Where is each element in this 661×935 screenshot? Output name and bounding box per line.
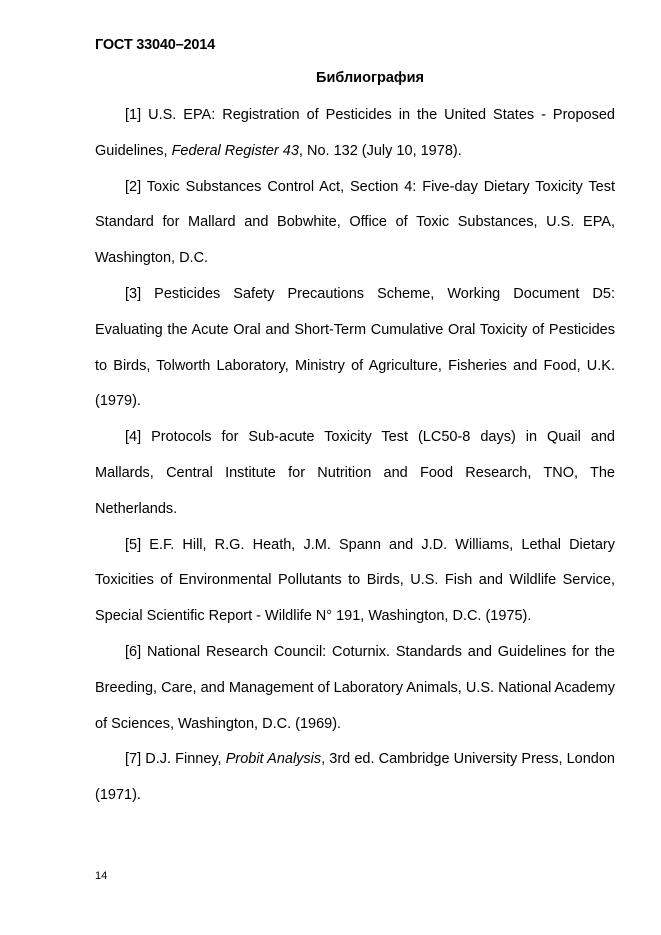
reference-text: U.S. EPA: Registration of Pesticides in the United States - Proposed Guidelines, <box>95 107 615 159</box>
reference-text: E.F. Hill, R.G. Heath, J.M. Spann and J.D. Williams, Lethal Dietary Toxicities of Environmental Pollutants to Birds, U.S. Fish and Wildlife Service, Special Scientific Report - Wildlife N° 191, Washington, D.C. (1975). <box>95 536 615 625</box>
reference-item <box>95 170 615 277</box>
reference-text-tail: , No. 132 (July 10, 1978). <box>298 142 462 159</box>
page-number: 14 <box>95 870 108 882</box>
reference-item <box>95 420 615 527</box>
section-title: Библиография <box>316 70 424 86</box>
reference-number: [4] <box>125 429 142 446</box>
reference-text-tail: , 3rd ed. Cambridge University Press, London (1971). <box>95 751 615 804</box>
bibliography-list <box>95 98 615 814</box>
reference-text: Protocols for Sub-acute Toxicity Test (LC50-8 days) in Quail and Mallards, Central Institute for Nutrition and Food Research, TNO, The Netherlands. <box>95 429 615 517</box>
reference-text: D.J. Finney, <box>141 751 226 768</box>
reference-number: [6] <box>125 643 142 660</box>
reference-text: National Research Council: Coturnix. Standards and Guidelines for the Breeding, Care, and Management of Laboratory Animals, U.S. National Academy of Sciences, Washington, D.C. (1969). <box>95 643 615 732</box>
reference-number: [3] <box>125 285 142 302</box>
reference-item <box>95 98 615 170</box>
reference-number: [1] <box>125 107 142 123</box>
reference-item <box>95 742 615 814</box>
reference-item <box>95 635 615 742</box>
reference-number: [5] <box>125 536 142 553</box>
reference-number: [2] <box>125 178 142 195</box>
reference-text: Pesticides Safety Precautions Scheme, Working Document D5: Evaluating the Acute Oral and Short-Term Cumulative Oral Toxicity of Pesticides to Birds, Tolworth Laboratory, Ministry of Agriculture, Fisheries and Food, U.K. (1979). <box>95 285 615 410</box>
reference-item <box>95 277 615 420</box>
reference-italic-title: Probit Analysis <box>225 751 322 768</box>
document-header: ГОСТ 33040–2014 <box>95 37 215 53</box>
reference-italic-title: Federal Register 43 <box>171 142 299 159</box>
reference-number: [7] <box>125 751 142 768</box>
reference-text: Toxic Substances Control Act, Section 4: Five-day Dietary Toxicity Test Standard for Mallard and Bobwhite, Office of Toxic Substances, U.S. EPA, Washington, D.C. <box>95 178 615 267</box>
reference-item <box>95 528 615 635</box>
